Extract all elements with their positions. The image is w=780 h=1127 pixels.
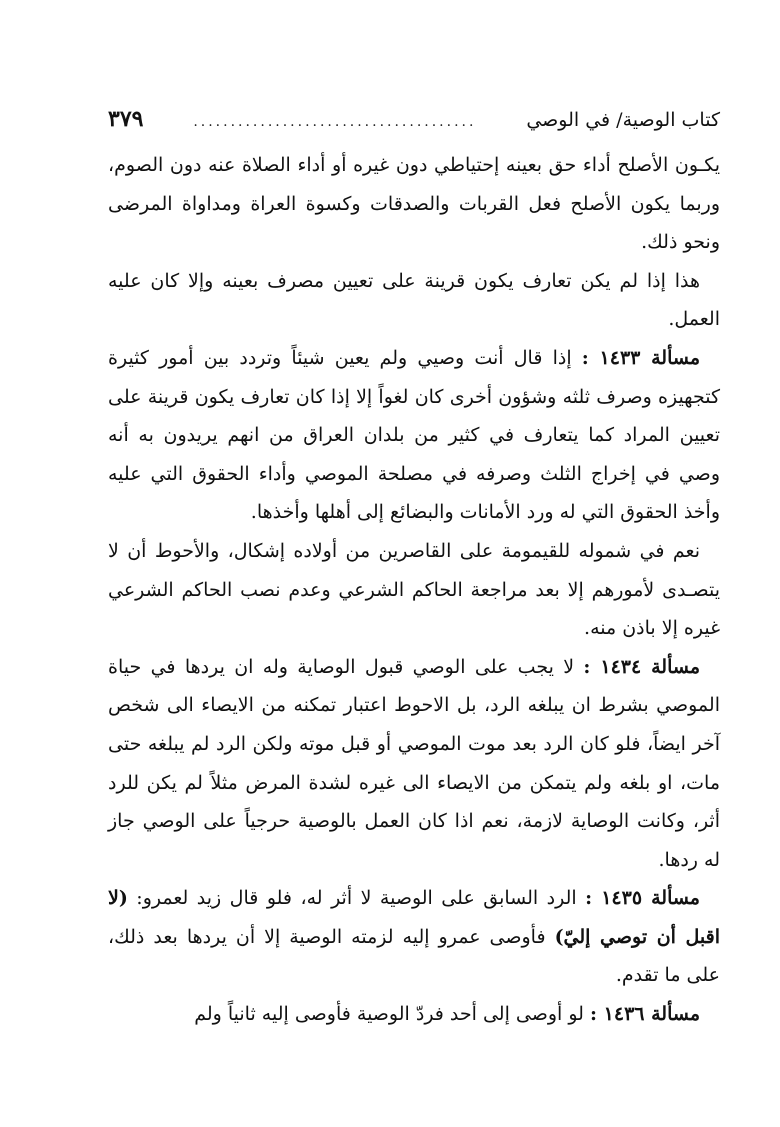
header-title: كتاب الوصية/ في الوصي — [526, 109, 720, 131]
body-text — [108, 146, 720, 1034]
paragraph-text: هذا إذا لم يكن تعارف يكون قرينة على تعيين مصرف بعينه وإلا كان عليه العمل. — [108, 269, 720, 331]
paragraph-text: فأوصى عمرو إليه لزمته الوصية إلا أن يردها بعد ذلك، على ما تقدم. — [108, 925, 720, 987]
header-dot-leader: ...................................... — [193, 114, 477, 130]
book-page — [108, 106, 720, 1034]
issue-number-label: مسألة ١٤٣٣ : — [581, 346, 701, 369]
paragraph — [108, 532, 720, 648]
paragraph-text: الرد السابق على الوصية لا أثر له، فلو قال زيد لعمرو: — [127, 887, 586, 910]
issue-number-label: مسألة ١٤٣٤ : — [583, 655, 700, 678]
paragraph — [108, 146, 720, 262]
issue-paragraph — [108, 339, 720, 532]
paragraph-text: لو أوصى إلى أحد فردّ الوصية فأوصى إليه ثانياً ولم — [194, 1003, 591, 1026]
issue-number-label: مسألة ١٤٣٥ : — [585, 887, 700, 910]
page-number: ٣٧٩ — [108, 106, 144, 132]
paragraph — [108, 262, 720, 339]
issue-paragraph — [108, 648, 720, 880]
paragraph-text: إذا قال أنت وصيي ولم يعين شيئاً وتردد بين أمور كثيرة كتجهيزه وصرف ثلثه وشؤون أخرى كان لغواً إلا إذا كان تعارف يكون قرينة على تعيين المراد كما يتعارف في كثير من بلدان العراق من انهم يريدون به أنه وصي في إخراج الثلث وصرفه في مصلحة الموصي وأداء الحقوق التي عليه وأخذ الحقوق التي له ورد الأمانات والبضائع إلى أهلها وأخذها. — [108, 346, 720, 524]
paragraph-text: يكـون الأصلح أداء حق بعينه إحتياطي دون غيره أو أداء الصلاة عنه دون الصوم، وربما يكون الأصلح فعل القربات والصدقات وكسوة العراة ومداواة المرضى ونحو ذلك. — [108, 154, 720, 254]
quoted-statement: (لا اقبل أن توصي إليّ) — [108, 887, 720, 948]
paragraph-text: لا يجب على الوصي قبول الوصاية وله ان يردها في حياة الموصي بشرط ان يبلغه الرد، بل الاحوط اعتبار تمكنه من الايصاء الى شخص آخر ايضاً، فلو كان الرد بعد موت الموصي أو قبل موته ولكن الرد لم يبلغه حتى مات، او بلغه ولم يتمكن من الايصاء الى غيره لشدة المرض مثلاً لم يكن للرد أثر، وكانت الوصاية لازمة، نعم اذا كان العمل بالوصية حرجياً على الوصي جاز له ردها. — [108, 655, 720, 871]
issue-number-label: مسألة ١٤٣٦ : — [590, 1003, 700, 1026]
running-header — [108, 106, 720, 138]
issue-paragraph — [108, 995, 720, 1034]
paragraph-text: نعم في شموله للقيمومة على القاصرين من أولاده إشكال، والأحوط أن لا يتصـدى لأمورهم إلا بعد مراجعة الحاكم الشرعي وعدم نصب الحاكم الشرعي غيره إلا باذن منه. — [108, 539, 720, 640]
issue-paragraph — [108, 879, 720, 995]
